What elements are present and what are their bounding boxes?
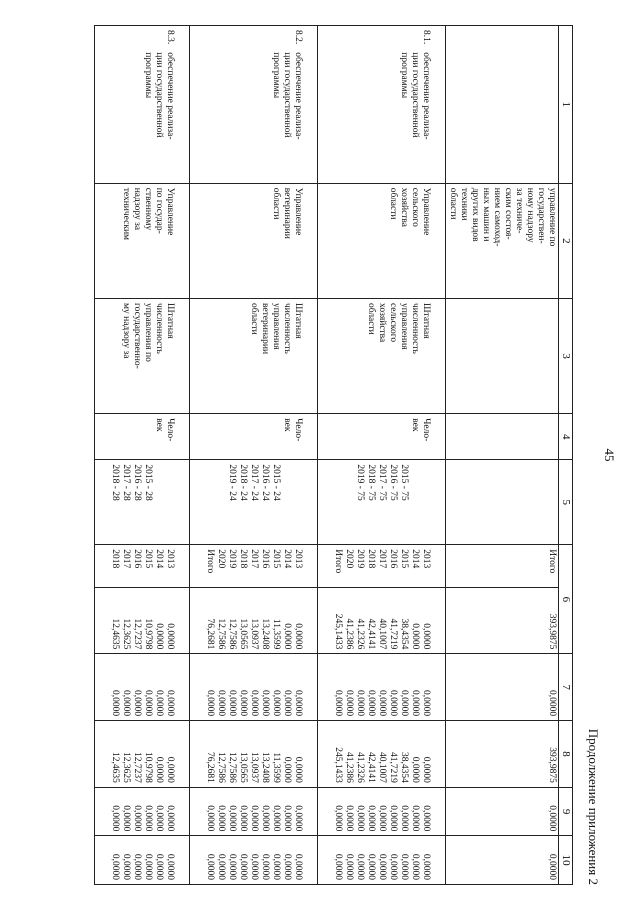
cell-line: области [271, 187, 281, 220]
cell-line: 2013 [293, 549, 303, 569]
cell-line: 0,0000 [143, 690, 153, 717]
cell-line [164, 464, 175, 540]
cell-line: 0,0000 [132, 690, 142, 717]
cell-line: 0,0000 [282, 690, 292, 717]
cell-line: государствен- [536, 187, 546, 244]
header-cell: 5 [559, 460, 573, 545]
cell-line: 41,7219 [388, 618, 398, 650]
cell-line: 0,0000 [410, 623, 420, 650]
cell-line: 12,7586 [227, 618, 237, 650]
cell-line: 0,0000 [238, 690, 248, 717]
cell-line: 76,2681 [205, 751, 215, 783]
cell-line: 13,2408 [260, 751, 270, 783]
cell-line: 2019 - 75 [355, 464, 365, 501]
value-cell: 393,9875 [446, 587, 559, 654]
cell-line: 0,0000 [227, 805, 237, 832]
cell-line: 12,3625 [121, 618, 131, 650]
value-cell: 0,0000 [446, 654, 559, 721]
cell-line: му надзору за [121, 302, 131, 359]
cell-line: 11,3599 [271, 752, 281, 783]
cell-line: 0,0000 [421, 853, 431, 880]
cell-line: 0,0000 [410, 756, 420, 783]
cell-line: 2017 [377, 549, 387, 569]
header-cell: 10 [559, 836, 573, 885]
cell-line: 38,4354 [399, 618, 409, 650]
cell-line: 2016 [132, 549, 142, 569]
cell-line: 13,0565 [238, 751, 248, 783]
cell-line: 0,0000 [165, 690, 175, 717]
cell-line: 0,0000 [216, 805, 226, 832]
value-cell: 0,0000 [446, 787, 559, 836]
table-row [446, 26, 559, 885]
value-cell: 393,9875 [446, 721, 559, 788]
cell-line: 2016 - 75 [388, 464, 398, 501]
cell-line: 2016 [260, 549, 270, 569]
continuation-label: Продолжение приложения 2 [586, 728, 601, 885]
cell-line: техники [459, 187, 469, 221]
cell-line: 0,0000 [410, 853, 420, 880]
cell-line: 0,0000 [282, 853, 292, 880]
cell-line: 0,0000 [366, 690, 376, 717]
cell-line: ных машин и [481, 187, 491, 242]
cell-line: 12,4635 [110, 751, 120, 783]
cell-line: 0,0000 [249, 853, 259, 880]
cell-line: ским состоя- [503, 187, 513, 240]
section-description [95, 26, 190, 184]
cell-line: 0,0000 [154, 756, 164, 783]
cell-line: 0,0000 [271, 690, 281, 717]
cell-line: государственно- [132, 302, 142, 369]
header-cell: 8 [559, 721, 573, 788]
cell-line: 0,0000 [282, 623, 292, 650]
cell-line: ции государственной [282, 52, 292, 138]
cell-line: 0,0000 [260, 853, 270, 880]
cell-line: по государ- [154, 187, 164, 234]
cell-line: 0,0000 [344, 853, 354, 880]
cell-line: других видов [470, 187, 480, 242]
cell-line: 41,2386 [344, 618, 354, 650]
cell-line [153, 464, 164, 540]
cell-line: области [448, 187, 458, 220]
cell-line: управления [271, 302, 281, 350]
cell-line: 0,0000 [154, 805, 164, 832]
cell-line: 41,2326 [355, 618, 365, 650]
cell-line [343, 464, 354, 540]
cell-line: ветеринарии [282, 187, 292, 239]
value-cell: 0,0000 [446, 836, 559, 885]
cell-line: 0,0000 [121, 853, 131, 880]
cell-line: 0,0000 [410, 690, 420, 717]
cell-line: 0,0000 [205, 690, 215, 717]
cell-line: 2014 [282, 549, 292, 569]
cell-line: век [410, 418, 420, 432]
cell-line: управления по [143, 302, 153, 362]
cell-line: Управление [165, 187, 175, 236]
cell-line: 2014 [154, 549, 164, 569]
cell-line [215, 464, 226, 540]
cell-line: управление по [547, 187, 557, 247]
cell-line: ветеринарии [260, 302, 270, 355]
cell-line: 0,0000 [271, 805, 281, 832]
cell-line: 0,0000 [333, 690, 343, 717]
cell-line: 0,0000 [366, 805, 376, 832]
cell-line: 41,2326 [355, 751, 365, 783]
cell-line: численность [154, 302, 164, 354]
header-cell: 3 [559, 298, 573, 413]
cell-line: 0,0000 [377, 853, 387, 880]
cell-line: 10,9798 [143, 751, 153, 783]
cell-line: 2020 [344, 549, 354, 569]
cell-line: 76,2681 [205, 618, 215, 650]
cell-line: 0,0000 [421, 623, 431, 650]
cell-line: 0,0000 [421, 756, 431, 783]
cell-line: 12,7586 [216, 751, 226, 783]
cell-line: 2015 - 75 [399, 464, 409, 501]
cell-line: 0,0000 [132, 853, 142, 880]
cell-line: 0,0000 [121, 690, 131, 717]
cell-line: 0,0000 [132, 805, 142, 832]
cell-line: 0,0000 [333, 853, 343, 880]
cell-line: 0,0000 [165, 756, 175, 783]
cell-line: 0,0000 [344, 690, 354, 717]
cell-line: век [154, 418, 164, 432]
cell-line: нием самоход- [492, 187, 502, 247]
cell-line: 2018 [366, 549, 376, 569]
header-row [559, 26, 573, 885]
cell-line: программы [143, 52, 153, 99]
header-cell: 9 [559, 787, 573, 836]
cell-line: 0,0000 [143, 805, 153, 832]
cell-line: 2017 [249, 549, 259, 569]
cell-line: 0,0000 [388, 690, 398, 717]
cell-line: 2018 [238, 549, 248, 569]
header-cell: 4 [559, 414, 573, 460]
cell-line: ственному [143, 187, 153, 231]
cell-line: 0,0000 [293, 853, 303, 880]
total-label: Итого [446, 545, 559, 587]
cell-line: 40,1007 [377, 751, 387, 783]
cell-line: техническим [121, 187, 131, 241]
cell-line: 13,0937 [249, 751, 259, 783]
cell-line: 0,0000 [165, 623, 175, 650]
cell-line: 11,3599 [271, 618, 281, 650]
cell-line: 2016 - 24 [260, 464, 270, 501]
cell-line: Итого [205, 549, 215, 574]
cell-line: Управление [421, 187, 431, 236]
header-cell: 1 [559, 26, 573, 184]
page-number: 45 [602, 448, 617, 462]
cell-line: 0,0000 [355, 805, 365, 832]
cell-line: 2015 - 28 [143, 464, 153, 501]
cell-line: Итого [333, 549, 343, 574]
cell-line: 0,0000 [399, 690, 409, 717]
cell-line: 12,7586 [227, 751, 237, 783]
cell-line: 0,0000 [216, 853, 226, 880]
section-number: 8.3. [165, 30, 175, 45]
cell-line: 2013 [421, 549, 431, 569]
cell-line: 0,0000 [377, 805, 387, 832]
section-number: 8.2. [293, 30, 303, 45]
cell-line: 2015 [143, 549, 153, 569]
cell-line: 2018 [110, 549, 120, 569]
cell-line [204, 464, 215, 540]
cell-line: 0,0000 [421, 805, 431, 832]
cell-line: 0,0000 [344, 805, 354, 832]
cell-line: надзору за [132, 187, 142, 231]
cell-line: Управление [293, 187, 303, 236]
cell-line: 0,0000 [205, 853, 215, 880]
cell-line: управления [399, 302, 409, 350]
section-description [318, 26, 446, 184]
table-row [95, 26, 190, 885]
cell-line: 12,7237 [132, 618, 142, 650]
cell-line: 0,0000 [216, 690, 226, 717]
cell-line: области [388, 187, 398, 220]
cell-line: сельского [388, 302, 398, 343]
cell-line: 0,0000 [366, 853, 376, 880]
table-row [318, 26, 446, 885]
cell-line: 2018 - 75 [366, 464, 376, 501]
cell-line: области [249, 302, 259, 335]
cell-line: программы [399, 52, 409, 99]
cell-line: 38,4354 [399, 751, 409, 783]
cell-line: 0,0000 [227, 853, 237, 880]
cell-line: области [366, 302, 376, 335]
cell-line: 2013 [165, 549, 175, 569]
cell-line: 0,0000 [355, 690, 365, 717]
cell-line: 2019 [227, 549, 237, 569]
cell-line: 2018 - 28 [110, 464, 120, 501]
header-cell: 2 [559, 183, 573, 298]
cell-line: Штатная [165, 302, 175, 339]
cell-line: 0,0000 [121, 805, 131, 832]
cell-line: 2016 - 28 [132, 464, 142, 501]
cell-line: 41,2386 [344, 751, 354, 783]
header-cell: 7 [559, 654, 573, 721]
cell-line: Штатная [421, 302, 431, 339]
cell-line: 13,0937 [249, 618, 259, 650]
cell-line: 12,4635 [110, 618, 120, 650]
cell-line: обеспечение реализа- [165, 52, 175, 140]
cell-line: 2015 - 24 [271, 464, 281, 501]
cell-line: 2014 [410, 549, 420, 569]
cell-line: 0,0000 [165, 805, 175, 832]
cell-line: 0,0000 [388, 853, 398, 880]
cell-line: 12,3625 [121, 751, 131, 783]
cell-line: программы [271, 52, 281, 99]
cell-line: 0,0000 [293, 690, 303, 717]
cell-line: 42,4141 [366, 751, 376, 783]
cell-line: 0,0000 [282, 756, 292, 783]
cell-line: обеспечение реализа- [421, 52, 431, 140]
cell-line: 0,0000 [388, 805, 398, 832]
cell-line: 2016 [388, 549, 398, 569]
cell-line [332, 464, 343, 540]
rotated-landscape-sheet [65, 25, 625, 885]
cell-line: 0,0000 [282, 805, 292, 832]
cell-line: 0,0000 [110, 853, 120, 880]
cell-line: 0,0000 [154, 690, 164, 717]
cell-line: обеспечение реализа- [293, 52, 303, 140]
cell-line: 2015 [271, 549, 281, 569]
cell-line: 0,0000 [293, 623, 303, 650]
cell-line: 2017 - 28 [121, 464, 131, 501]
cell-line [281, 464, 292, 540]
cell-line: 41,7219 [388, 751, 398, 783]
cell-line: Чело- [165, 418, 175, 442]
program-table [94, 25, 573, 885]
cell-line: 0,0000 [249, 690, 259, 717]
cell-line: век [282, 418, 292, 432]
cell-line: хозяйства [399, 187, 409, 228]
cell-line: хозяйства [377, 302, 387, 343]
cell-line: 2019 [355, 549, 365, 569]
cell-line: 2020 [216, 549, 226, 569]
cell-line: 0,0000 [377, 690, 387, 717]
cell-line: 0,0000 [260, 690, 270, 717]
cell-line: 10,9798 [143, 618, 153, 650]
cell-line: 13,0565 [238, 618, 248, 650]
cell-line: 0,0000 [110, 805, 120, 832]
section-number: 8.1. [421, 30, 431, 45]
cell-line: 13,2408 [260, 618, 270, 650]
cell-line: 2019 - 24 [227, 464, 237, 501]
cell-line: 0,0000 [333, 805, 343, 832]
cell-line: 245,1433 [333, 613, 343, 650]
cell-line: 0,0000 [154, 623, 164, 650]
cell-line: 0,0000 [399, 853, 409, 880]
cell-line: 0,0000 [238, 853, 248, 880]
cell-line: 0,0000 [249, 805, 259, 832]
cell-line: 2018 - 24 [238, 464, 248, 501]
cell-line [409, 464, 420, 540]
cell-line: 0,0000 [143, 853, 153, 880]
cell-line: 0,0000 [399, 805, 409, 832]
header-cell: 6 [559, 545, 573, 654]
cell-line: ции государственной [154, 52, 164, 138]
cell-line: 2017 - 24 [249, 464, 259, 501]
cell-line [292, 464, 303, 540]
cell-line: 0,0000 [238, 805, 248, 832]
cell-line: 0,0000 [355, 853, 365, 880]
cell-line: ному надзору [525, 187, 535, 243]
cell-line: 12,7237 [132, 751, 142, 783]
table-row [190, 26, 318, 885]
cell-line: за техниче- [514, 187, 524, 234]
cell-line: 0,0000 [410, 805, 420, 832]
cell-line: численность [282, 302, 292, 354]
cell-line: 12,7586 [216, 618, 226, 650]
cell-line: 2017 - 75 [377, 464, 387, 501]
cell-line: 0,0000 [271, 853, 281, 880]
cell-line: 0,0000 [260, 805, 270, 832]
cell-line: 0,0000 [154, 853, 164, 880]
cell-line: Чело- [293, 418, 303, 442]
cell-line: 0,0000 [293, 756, 303, 783]
cell-line: 0,0000 [165, 853, 175, 880]
cell-line: 0,0000 [293, 805, 303, 832]
cell-line: 40,1007 [377, 618, 387, 650]
cell-line: численность [410, 302, 420, 354]
cell-line: 42,4141 [366, 618, 376, 650]
cell-line: 0,0000 [421, 690, 431, 717]
cell-line: 0,0000 [205, 805, 215, 832]
cell-line: сельского [410, 187, 420, 227]
cell-line: ции государственной [410, 52, 420, 138]
cell-line: 2017 [121, 549, 131, 569]
cell-line: 0,0000 [227, 690, 237, 717]
cell-line: 0,0000 [110, 690, 120, 717]
cell-line [420, 464, 431, 540]
cell-line: Штатная [293, 302, 303, 339]
cell-line: Чело- [421, 418, 431, 442]
section-description [190, 26, 318, 184]
cell-line: 2015 [399, 549, 409, 569]
cell-line: 245,1433 [333, 747, 343, 783]
